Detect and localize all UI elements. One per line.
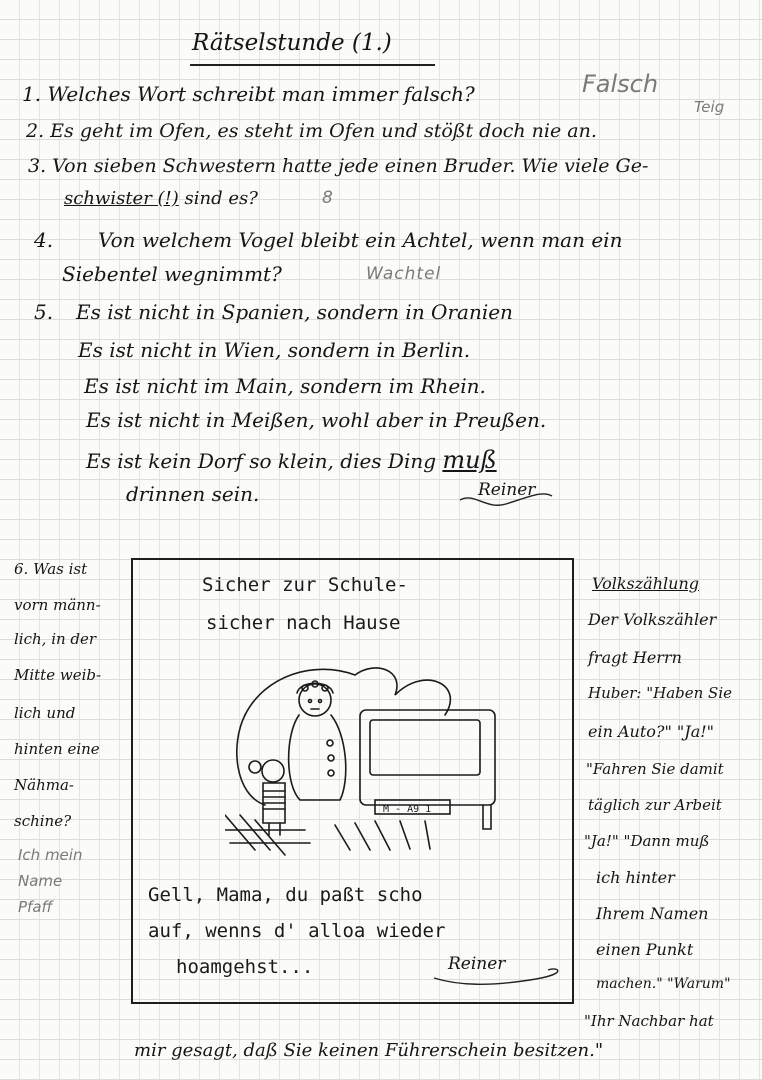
comic-heading-line2: sicher nach Hause — [206, 612, 401, 634]
comic-caption-line2: auf, wenns d' alloa wieder — [148, 920, 446, 942]
riddle-6-line: lich und — [14, 704, 76, 722]
riddle-5-emphasis: muß — [442, 446, 497, 474]
riddle-6-line: hinten eine — [14, 740, 100, 758]
riddle-5-line2: Es ist nicht in Wien, sondern in Berlin. — [78, 338, 471, 362]
riddle-6-line: vorn männ- — [14, 596, 101, 614]
riddle-3-question-line2 — [64, 188, 258, 209]
riddle-6-line: Nähma- — [14, 776, 74, 794]
riddle-1-answer: Falsch — [582, 70, 659, 98]
volkszaehlung-line: "Ihr Nachbar hat — [584, 1012, 714, 1030]
riddle-4-line2: Siebentel wegnimmt? — [62, 262, 282, 286]
signature-reiner-top: Reiner — [478, 480, 536, 500]
signature-flourish-comic — [430, 964, 560, 988]
riddle-2-question: 2. Es geht im Ofen, es steht im Ofen und stößt doch nie an. — [26, 120, 597, 142]
volkszaehlung-line: "Fahren Sie damit — [586, 760, 724, 778]
riddle-4-number: 4. — [34, 228, 54, 252]
volkszaehlung-bottom-line: mir gesagt, daß Sie keinen Führerschein besitzen." — [134, 1040, 604, 1061]
riddle-4-answer: Wachtel — [366, 264, 442, 284]
volkszaehlung-line: Ihrem Namen — [596, 904, 709, 923]
page-title: Rätselstunde (1.) — [192, 30, 392, 56]
riddle-6-answer-line: Ich mein — [18, 846, 83, 864]
volkszaehlung-heading: Volkszählung — [592, 574, 699, 593]
riddle-5-line3: Es ist nicht im Main, sondern im Rhein. — [84, 374, 486, 398]
signature-reiner-comic: Reiner — [448, 954, 506, 974]
riddle-5-line4: Es ist nicht in Meißen, wohl aber in Preußen. — [86, 408, 547, 432]
comic-heading-line1: Sicher zur Schule- — [202, 574, 408, 596]
volkszaehlung-line: ich hinter — [596, 868, 675, 887]
comic-caption-line3: hoamgehst... — [176, 956, 314, 978]
riddle-6-answer-line: Name — [18, 872, 63, 890]
riddle-3-tail: sind es? — [178, 188, 258, 209]
riddle-6-answer-line: Pfaff — [18, 898, 53, 916]
riddle-6-line: schine? — [14, 812, 72, 830]
riddle-5-line6: drinnen sein. — [126, 482, 260, 506]
riddle-6-line: lich, in der — [14, 630, 97, 648]
comic-illustration — [225, 655, 515, 865]
riddle-4-line1: Von welchem Vogel bleibt ein Achtel, wenn man ein — [98, 228, 623, 252]
riddle-2-answer: Teig — [694, 98, 725, 116]
volkszaehlung-line: Der Volkszähler — [588, 610, 717, 629]
riddle-5-line1: Es ist nicht in Spanien, sondern in Oranien — [76, 300, 513, 324]
volkszaehlung-line: machen." "Warum" — [596, 976, 731, 992]
riddle-5-number: 5. — [34, 300, 54, 324]
volkszaehlung-line: einen Punkt — [596, 940, 694, 959]
volkszaehlung-line: Huber: "Haben Sie — [588, 684, 732, 702]
riddle-3-answer: 8 — [322, 188, 333, 208]
comic-caption-line1: Gell, Mama, du paßt scho — [148, 884, 423, 906]
riddle-3-question-line1: 3. Von sieben Schwestern hatte jede einen Bruder. Wie viele Ge- — [28, 155, 649, 177]
riddle-3-underlined: schwister (!) — [64, 188, 179, 209]
volkszaehlung-line: täglich zur Arbeit — [588, 796, 722, 814]
riddle-1-question: 1. Welches Wort schreibt man immer falsch? — [22, 82, 475, 106]
license-plate: M - A9 1 — [383, 804, 432, 815]
riddle-6-line: 6. Was ist — [14, 560, 88, 578]
volkszaehlung-line: fragt Herrn — [588, 648, 682, 667]
volkszaehlung-line: "Ja!" "Dann muß — [584, 832, 710, 850]
title-underline — [190, 64, 435, 66]
riddle-6-line: Mitte weib- — [14, 666, 102, 684]
volkszaehlung-line: ein Auto?" "Ja!" — [588, 722, 715, 741]
riddle-5-line5-text: Es ist kein Dorf so klein, dies Ding — [86, 449, 443, 473]
riddle-5-line5 — [86, 446, 497, 474]
signature-flourish-top — [456, 488, 556, 512]
